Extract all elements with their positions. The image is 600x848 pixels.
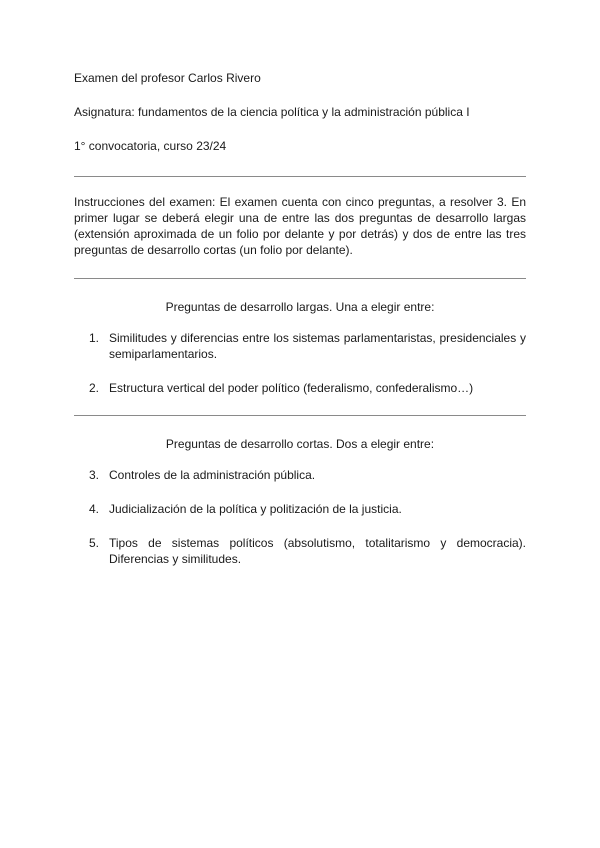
divider [74, 278, 526, 279]
question-number: 2. [89, 381, 100, 395]
short-questions-list [74, 467, 526, 567]
question-number: 1. [89, 331, 100, 345]
question-text: Tipos de sistemas políticos (absolutismo, totalitarismo y democracia). Diferencias y similitudes. [109, 536, 526, 566]
exam-document [74, 70, 526, 567]
instructions-paragraph: Instrucciones del examen: El examen cuenta con cinco preguntas, a resolver 3. En primer lugar se deberá elegir una de entre las dos preguntas de desarrollo largas (extensión aproximada de un folio por delante y por detrás) y dos de entre las tres preguntas de desarrollo cortas (un folio por delante). [74, 195, 526, 257]
subject-line: Asignatura: fundamentos de la ciencia política y la administración pública I [74, 105, 470, 119]
list-item [74, 380, 526, 396]
question-number: 4. [89, 502, 100, 516]
list-item [74, 501, 526, 517]
long-questions-title: Preguntas de desarrollo largas. Una a elegir entre: [165, 300, 435, 314]
short-questions-title: Preguntas de desarrollo cortas. Dos a elegir entre: [165, 437, 435, 451]
list-item [74, 535, 526, 567]
list-item [74, 467, 526, 483]
session-line: 1° convocatoria, curso 23/24 [74, 139, 227, 153]
question-number: 3. [89, 468, 100, 482]
divider [74, 415, 526, 416]
question-number: 5. [89, 536, 100, 550]
divider [74, 176, 526, 177]
question-text: Judicialización de la política y politización de la justicia. [109, 502, 402, 516]
list-item [74, 330, 526, 362]
professor-line: Examen del profesor Carlos Rivero [74, 71, 261, 85]
question-text: Similitudes y diferencias entre los sistemas parlamentaristas, presidenciales y semiparlamentarios. [109, 331, 526, 361]
question-text: Controles de la administración pública. [109, 468, 316, 482]
long-questions-list [74, 330, 526, 396]
question-text: Estructura vertical del poder político (federalismo, confederalismo…) [109, 381, 474, 395]
